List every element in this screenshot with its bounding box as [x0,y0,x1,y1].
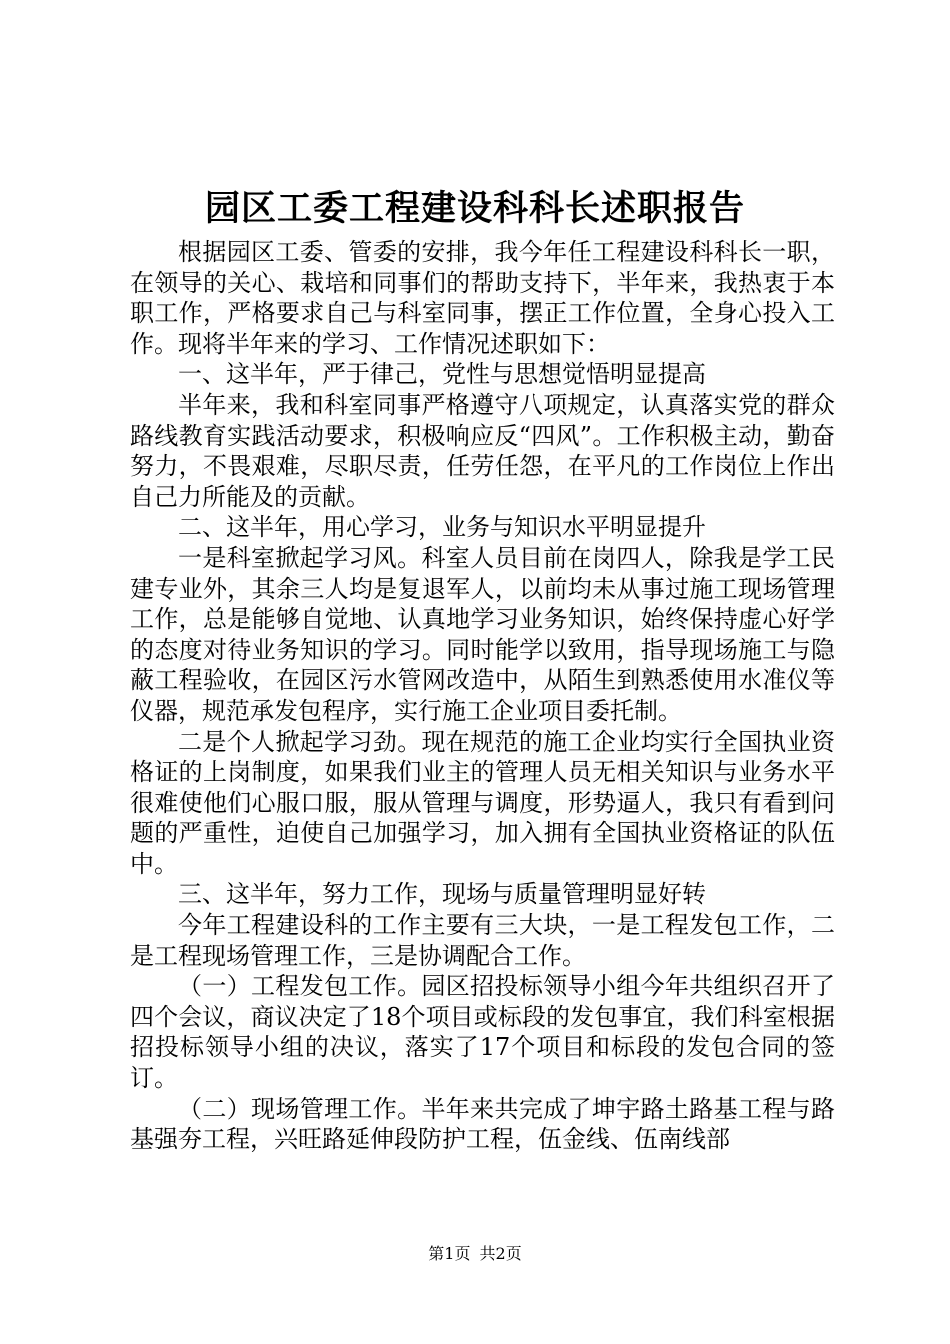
paragraph-3a: （一）工程发包工作。园区招投标领导小组今年共组织召开了四个会议，商议决定了18个项目或标段的发包事宜，我们科室根据招投标领导小组的决议，落实了17个项目和标段的发包合同的签订。 [130,972,835,1093]
paragraph-2b: 二是个人掀起学习劲。现在规范的施工企业均实行全国执业资格证的上岗制度，如果我们业主的管理人员无相关知识与业务水平很难使他们心服口服，服从管理与调度，形势逼人，我只有看到问题的严重性，迫使自己加强学习，加入拥有全国执业资格证的队伍中。 [130,727,835,878]
paragraph-3: 今年工程建设科的工作主要有三大块，一是工程发包工作，二是工程现场管理工作，三是协调配合工作。 [130,911,835,970]
page-number: 第1页 [428,1244,471,1263]
paragraph-3b: （二）现场管理工作。半年来共完成了坤宇路土路基工程与路基强夯工程，兴旺路延伸段防护工程，伍金线、伍南线部 [130,1094,835,1154]
section-heading-1: 一、这半年，严于律己，党性与思想觉悟明显提高 [178,360,706,389]
page-footer [0,1244,950,1264]
page-total: 共2页 [479,1244,522,1263]
paragraph-intro: 根据园区工委、管委的安排，我今年任工程建设科科长一职，在领导的关心、栽培和同事们的帮助支持下，半年来，我热衷于本职工作，严格要求自己与科室同事，摆正工作位置，全身心投入工作。现将半年来的学习、工作情况述职如下： [130,238,835,358]
paragraph-1: 半年来，我和科室同事严格遵守八项规定，认真落实党的群众路线教育实践活动要求，积极响应反“四风”。工作积极主动，勤奋努力，不畏艰难，尽职尽责，任劳任怨，在平凡的工作岗位上作出自己力所能及的贡献。 [130,390,835,511]
document-body [130,237,835,1155]
paragraph-2a: 一是科室掀起学习风。科室人员目前在岗四人，除我是学工民建专业外，其余三人均是复退军人，以前均未从事过施工现场管理工作，总是能够自觉地、认真地学习业务知识，始终保持虚心好学的态度对待业务知识的学习。同时能学以致用，指导现场施工与隐蔽工程验收，在园区污水管网改造中，从陌生到熟悉使用水准仪等仪器，规范承发包程序，实行施工企业项目委托制。 [130,543,835,725]
section-heading-3: 三、这半年，努力工作，现场与质量管理明显好转 [178,880,706,909]
document-title: 园区工委工程建设科科长述职报告 [204,188,745,229]
section-heading-2: 二、这半年，用心学习，业务与知识水平明显提升 [178,513,706,542]
